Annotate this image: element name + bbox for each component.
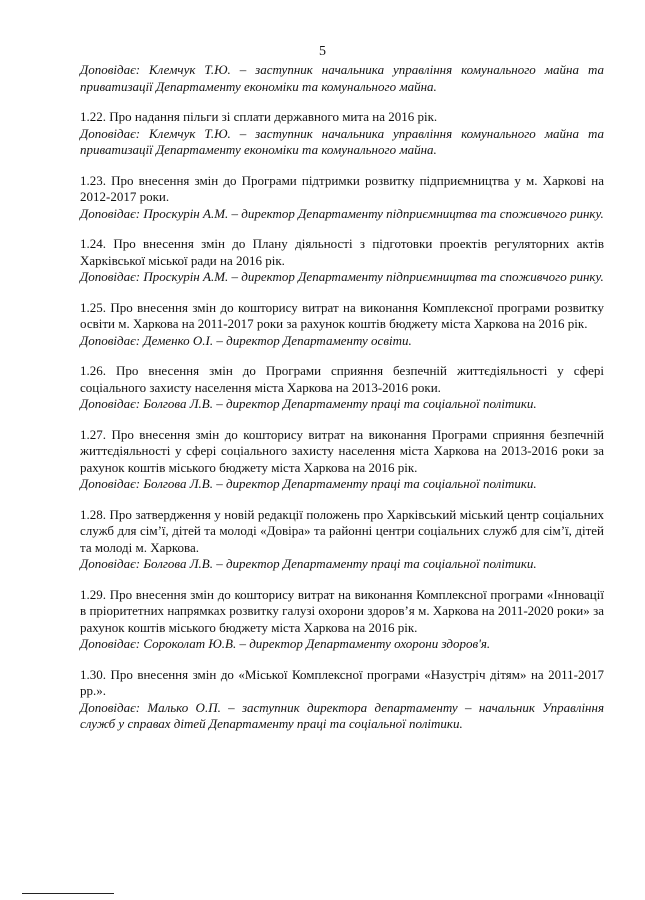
item-title: 1.26. Про внесення змін до Програми сприяння безпечній життєдіяльності у сфері соціального захисту населення міста Харкова на 2013-2016 роки. xyxy=(80,363,604,395)
item-speaker: Доповідає: Болгова Л.В. – директор Департаменту праці та соціальної політики. xyxy=(80,556,537,571)
item-speaker: Доповідає: Болгова Л.В. – директор Департаменту праці та соціальної політики. xyxy=(80,476,537,491)
item-speaker: Доповідає: Болгова Л.В. – директор Департаменту праці та соціальної політики. xyxy=(80,396,537,411)
item-title: 1.22. Про надання пільги зі сплати державного мита на 2016 рік. xyxy=(80,109,438,124)
item-title: 1.23. Про внесення змін до Програми підтримки розвитку підприємництва у м. Харкові на 2012-2017 роки. xyxy=(80,172,604,204)
agenda-item-1-26 xyxy=(80,363,604,413)
page-number: 5 xyxy=(319,44,326,59)
agenda-item-1-22 xyxy=(80,109,604,159)
item-speaker: Доповідає: Клемчук Т.Ю. – заступник начальника управління комунального майна та приватизації Департаменту економіки та комунального майна. xyxy=(80,125,604,157)
agenda-item-1-24 xyxy=(80,236,604,286)
item-speaker: Доповідає: Проскурін А.М. – директор Департаменту підприємництва та споживчого ринку. xyxy=(80,205,604,221)
item-title: 1.30. Про внесення змін до «Міської Комплексної програми «Назустріч дітям» на 2011-2017 рр.». xyxy=(80,666,604,698)
item-title: 1.28. Про затвердження у новій редакції положень про Харківський міський центр соціальних служб для сім’ї, дітей та молоді «Довіра» та районні центри соціальних служб для сім’ї, дітей та молоді м. Харкова. xyxy=(80,506,604,555)
agenda-list xyxy=(80,62,604,747)
item-speaker: Доповідає: Клемчук Т.Ю. – заступник начальника управління комунального майна та приватизації Департаменту економіки та комунального майна. xyxy=(80,62,604,94)
agenda-item-1-25 xyxy=(80,300,604,350)
agenda-item-1-23 xyxy=(80,173,604,223)
item-speaker: Доповідає: Проскурін А.М. – директор Департаменту підприємництва та споживчого ринку. xyxy=(80,269,604,284)
agenda-item-continued xyxy=(80,62,604,95)
item-title: 1.24. Про внесення змін до Плану діяльності з підготовки проектів регуляторних актів Харківської міської ради на 2016 рік. xyxy=(80,236,604,268)
footnote-divider xyxy=(22,893,114,894)
item-title: 1.27. Про внесення змін до кошторису витрат на виконання Програми сприяння безпечній життєдіяльності у сфері соціального захисту населення міста Харкова на 2013-2016 роки за рахунок коштів міського бюджету міста Харкова на 2016 рік. xyxy=(80,426,604,475)
agenda-item-1-29 xyxy=(80,587,604,653)
agenda-item-1-27 xyxy=(80,427,604,493)
agenda-item-1-30 xyxy=(80,667,604,733)
item-speaker: Доповідає: Сороколат Ю.В. – директор Департаменту охорони здоров'я. xyxy=(80,636,491,651)
item-speaker: Доповідає: Деменко О.І. – директор Департаменту освіти. xyxy=(80,332,412,348)
item-speaker: Доповідає: Малько О.П. – заступник директора департаменту – начальник Управління служб у справах дітей Департаменту праці та соціальної політики. xyxy=(80,699,604,731)
agenda-item-1-28 xyxy=(80,507,604,573)
item-title: 1.25. Про внесення змін до кошторису витрат на виконання Комплексної програми розвитку освіти м. Харкова на 2011-2017 роки за рахунок коштів бюджету міста Харкова на 2016 рік. xyxy=(80,299,604,331)
item-title: 1.29. Про внесення змін до кошторису витрат на виконання Комплексної програми «Інновації в пріоритетних напрямках розвитку галузі охорони здоров’я м. Харкова на 2011-2020 роки» за рахунок коштів міського бюджету міста Харкова на 2016 рік. xyxy=(80,586,604,635)
